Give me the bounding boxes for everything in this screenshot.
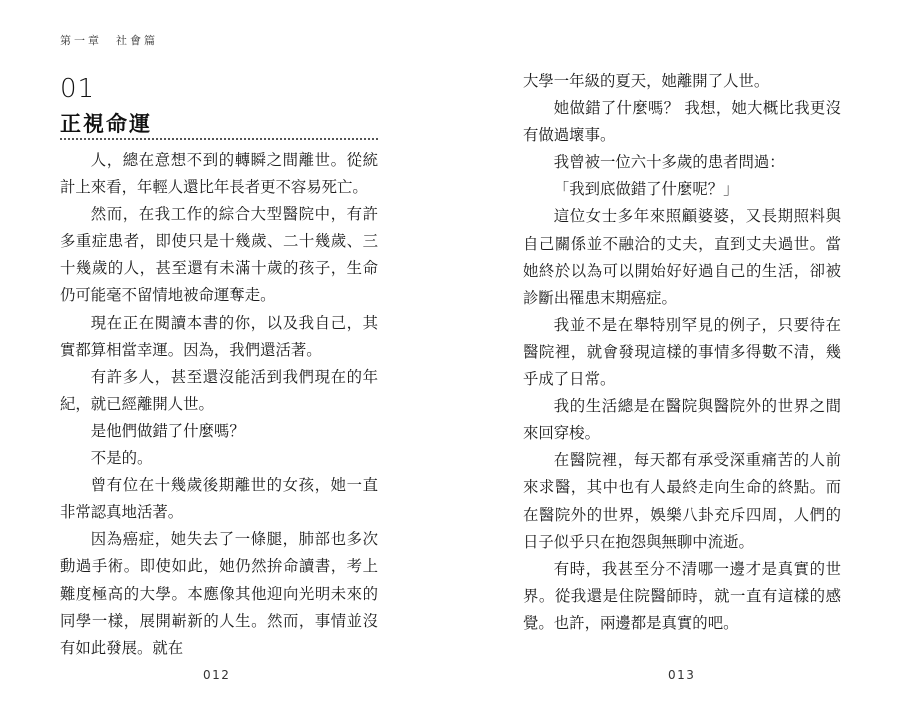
page-number-right: 013 [668, 668, 696, 682]
paragraph: 曾有位在十幾歲後期離世的女孩，她一直非常認真地活著。 [60, 476, 378, 522]
page-number-left: 012 [203, 668, 231, 682]
paragraph: 因為癌症，她失去了一條腿，肺部也多次動過手術。即使如此，她仍然拚命讀書，考上難度極高的大學。本應像其他迎向光明未來的同學一樣，展開嶄新的人生。然而，事情並沒有如此發展。就在 [60, 530, 378, 657]
paragraph: 我曾被一位六十多歲的患者問過： [553, 153, 785, 172]
left-page-body [60, 147, 378, 662]
paragraph: 她做錯了什麼嗎？ 我想，她大概比我更沒有做過壞事。 [523, 99, 841, 145]
paragraph: 這位女士多年來照顧婆婆，又長期照料與自己關係並不融洽的丈夫，直到丈夫過世。當她終於以為可以開始好好過自己的生活，卻被診斷出罹患末期癌症。 [523, 207, 841, 307]
chapter-number: 01 [60, 74, 96, 104]
running-head: 第一章 社會篇 [60, 34, 158, 47]
paragraph: 是他們做錯了什麼嗎？ [90, 421, 245, 440]
paragraph: 人，總在意想不到的轉瞬之間離世。從統計上來看，年輕人還比年長者更不容易死亡。 [60, 151, 378, 197]
paragraph: 有時，我甚至分不清哪一邊才是真實的世界。從我還是住院醫師時，就一直有這樣的感覺。也許，兩邊都是真實的吧。 [523, 559, 841, 632]
chapter-title: 正視命運 [60, 111, 152, 136]
paragraph: 有許多人，甚至還沒能活到我們現在的年紀，就已經離開人世。 [60, 367, 378, 413]
paragraph: 不是的。 [90, 449, 153, 468]
right-page-body [523, 68, 841, 637]
paragraph: 大學一年級的夏天，她離開了人世。 [523, 72, 770, 90]
paragraph: 現在正在閱讀本書的你，以及我自己，其實都算相當幸運。因為，我們還活著。 [60, 313, 378, 359]
paragraph: 然而，在我工作的綜合大型醫院中，有許多重症患者，即使只是十幾歲、二十幾歲、三十幾歲的人，甚至還有未滿十歲的孩子，生命仍可能毫不留情地被命運奪走。 [60, 205, 378, 305]
paragraph: 我並不是在舉特別罕見的例子，只要待在醫院裡，就會發現這樣的事情多得數不清，幾乎成了日常。 [523, 315, 841, 389]
title-dotted-rule [60, 138, 378, 140]
paragraph: 在醫院裡，每天都有承受深重痛苦的人前來求醫，其中也有人最終走向生命的終點。而在醫院外的世界，娛樂八卦充斥四周，人們的日子似乎只在抱怨與無聊中流逝。 [523, 451, 841, 551]
paragraph: 我的生活總是在醫院與醫院外的世界之間來回穿梭。 [523, 397, 841, 443]
paragraph: 「我到底做錯了什麼呢？」 [553, 180, 739, 199]
